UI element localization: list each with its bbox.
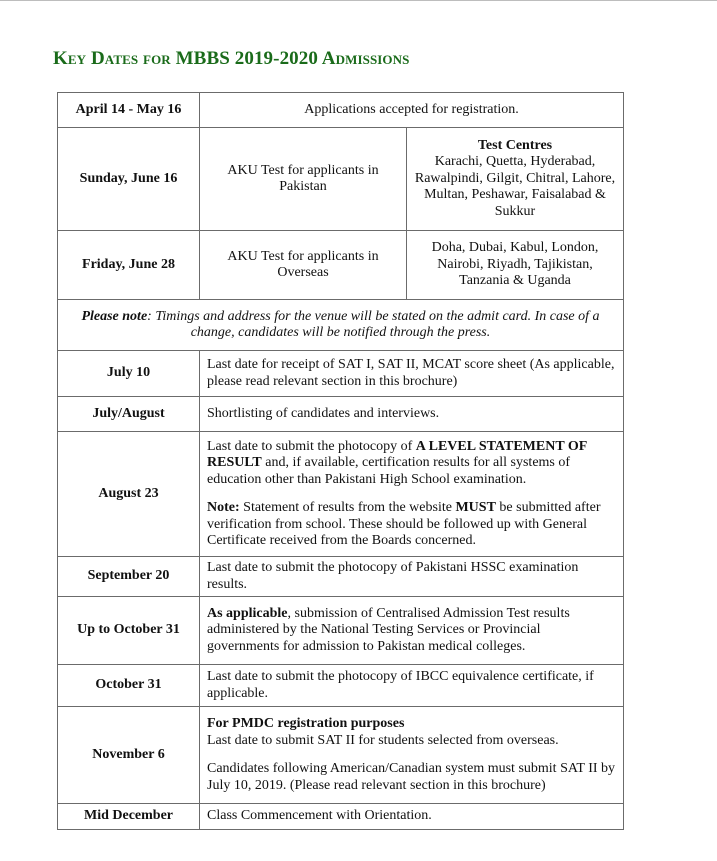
description-cell: Shortlisting of candidates and interviews. (200, 397, 624, 432)
table-row (58, 432, 624, 557)
description-cell (200, 432, 624, 557)
note-label: Please note (81, 308, 148, 324)
date-cell: July 10 (58, 351, 200, 397)
date-cell: April 14 - May 16 (58, 93, 200, 128)
date-cell: August 23 (58, 432, 200, 557)
table-row (58, 557, 624, 597)
description-cell: Last date to submit the photocopy of IBCC equivalence certificate, if applicable. (200, 665, 624, 707)
note-label: Note: (207, 500, 240, 515)
date-cell: Sunday, June 16 (58, 128, 200, 231)
date-cell: September 20 (58, 557, 200, 597)
test-centres-cell (407, 128, 624, 231)
table-row (58, 351, 624, 397)
description-cell (200, 707, 624, 804)
text-bold: MUST (455, 500, 496, 515)
key-dates-table (57, 92, 624, 830)
text-bold: As applicable (207, 605, 288, 621)
text: Last date to submit the photocopy of (207, 438, 416, 454)
table-row (58, 597, 624, 665)
table-row (58, 707, 624, 804)
description-cell: Last date for receipt of SAT I, SAT II, MCAT score sheet (As applicable, please read relevant section in this brochure) (200, 351, 624, 397)
note-text: : Timings and address for the venue will be stated on the admit card. In case of a change, candidates will be notified through the press. (147, 308, 600, 340)
text: Last date to submit SAT II for students selected from overseas. (207, 732, 559, 748)
text: Candidates following American/Canadian system must submit SAT II by July 10, 2019. (Please read relevant section in this brochure) (207, 761, 616, 793)
test-centres-list: Doha, Dubai, Kabul, London, Nairobi, Riyadh, Tajikistan, Tanzania & Uganda (407, 231, 624, 300)
page-title: Key Dates for MBBS 2019-2020 Admissions (53, 48, 410, 69)
table-row (58, 231, 624, 300)
test-centres-heading: Test Centres (477, 137, 553, 153)
description-cell: Last date to submit the photocopy of Pakistani HSSC examination results. (200, 557, 624, 597)
description-cell: AKU Test for applicants in Overseas (200, 231, 407, 300)
description-cell: Class Commencement with Orientation. (200, 804, 624, 830)
top-divider (0, 0, 717, 1)
table-row (58, 128, 624, 231)
date-cell: Friday, June 28 (58, 231, 200, 300)
text-heading: For PMDC registration purposes (207, 716, 405, 731)
description-cell: AKU Test for applicants in Pakistan (200, 128, 407, 231)
text-bold: A LEVEL STATEMENT OF RESULT (207, 438, 587, 470)
text: , submission of Centralised Admission Test results administered by the National Testing Services or Provincial governments for admission to Pakistan medical colleges. (207, 605, 570, 654)
table-row (58, 397, 624, 432)
table-row (58, 804, 624, 830)
date-cell: November 6 (58, 707, 200, 804)
table-row (58, 93, 624, 128)
date-cell: Up to October 31 (58, 597, 200, 665)
test-centres-list: Karachi, Quetta, Hyderabad, Rawalpindi, Gilgit, Chitral, Lahore, Multan, Peshawar, Faisalabad & Sukkur (414, 154, 616, 219)
text: be submitted after verification from school. These should be followed up with General Certificate received from the Boards concerned. (207, 500, 601, 548)
table-row (58, 665, 624, 707)
date-cell: October 31 (58, 665, 200, 707)
text: and, if available, certification results for all systems of education other than Pakistani High School examination. (207, 455, 571, 487)
date-cell: Mid December (58, 804, 200, 830)
note-row (58, 300, 624, 351)
description-cell (200, 597, 624, 665)
date-cell: July/August (58, 397, 200, 432)
description-cell: Applications accepted for registration. (200, 93, 624, 128)
note-cell (58, 300, 624, 351)
text: Statement of results from the website (239, 500, 456, 515)
